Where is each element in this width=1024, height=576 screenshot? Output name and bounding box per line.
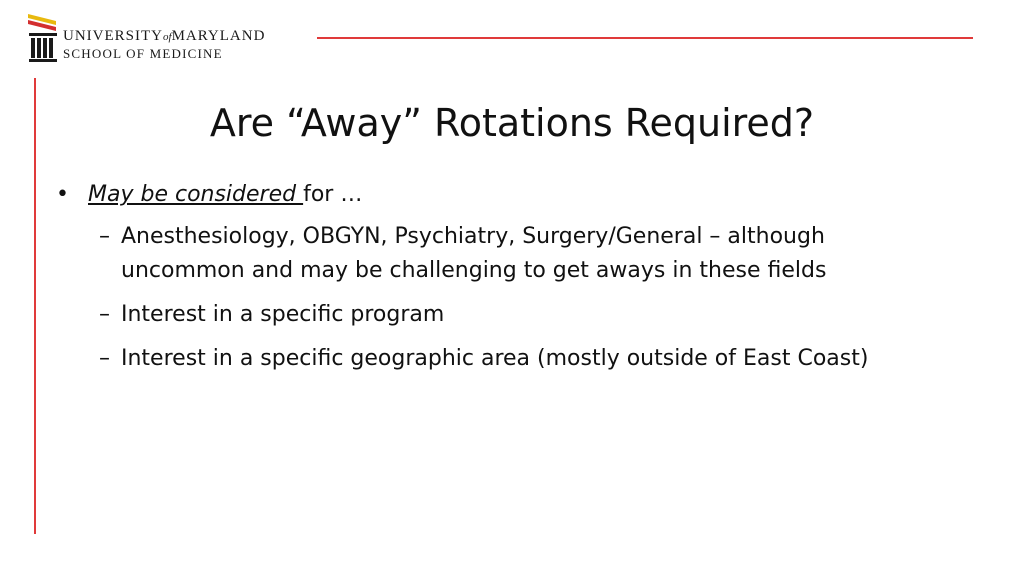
logo-university-name: UNIVERSITYofMARYLAND <box>63 28 266 44</box>
umb-column-logo-icon <box>26 12 60 68</box>
bullet-text <box>88 178 362 211</box>
sub-bullet-marker: – <box>99 346 110 371</box>
sub-bullet-item <box>99 342 956 376</box>
slide-title: Are “Away” Rotations Required? <box>209 101 815 145</box>
sub-bullet-text: Interest in a specific program <box>121 302 445 327</box>
university-logo <box>26 12 306 72</box>
logo-school-name: SCHOOL OF MEDICINE <box>63 46 223 61</box>
header-divider <box>317 37 973 39</box>
bullet-marker: • <box>56 182 69 207</box>
sub-bullet-marker: – <box>99 224 110 249</box>
sub-bullet-text: Anesthesiology, OBGYN, Psychiatry, Surgery/General – although uncommon and may be challenging to get aways in these fields <box>121 224 827 283</box>
bullet-item <box>56 178 956 211</box>
bullet-lead-term: May be considered <box>88 182 304 207</box>
slide-body <box>56 178 956 386</box>
sub-bullet-list <box>56 220 956 376</box>
sub-bullet-marker: – <box>99 302 110 327</box>
sub-bullet-text: Interest in a specific geographic area (mostly outside of East Coast) <box>121 346 869 371</box>
sub-bullet-item <box>99 220 956 288</box>
sub-bullet-item <box>99 298 956 332</box>
bullet-lead-rest: for … <box>303 182 363 207</box>
